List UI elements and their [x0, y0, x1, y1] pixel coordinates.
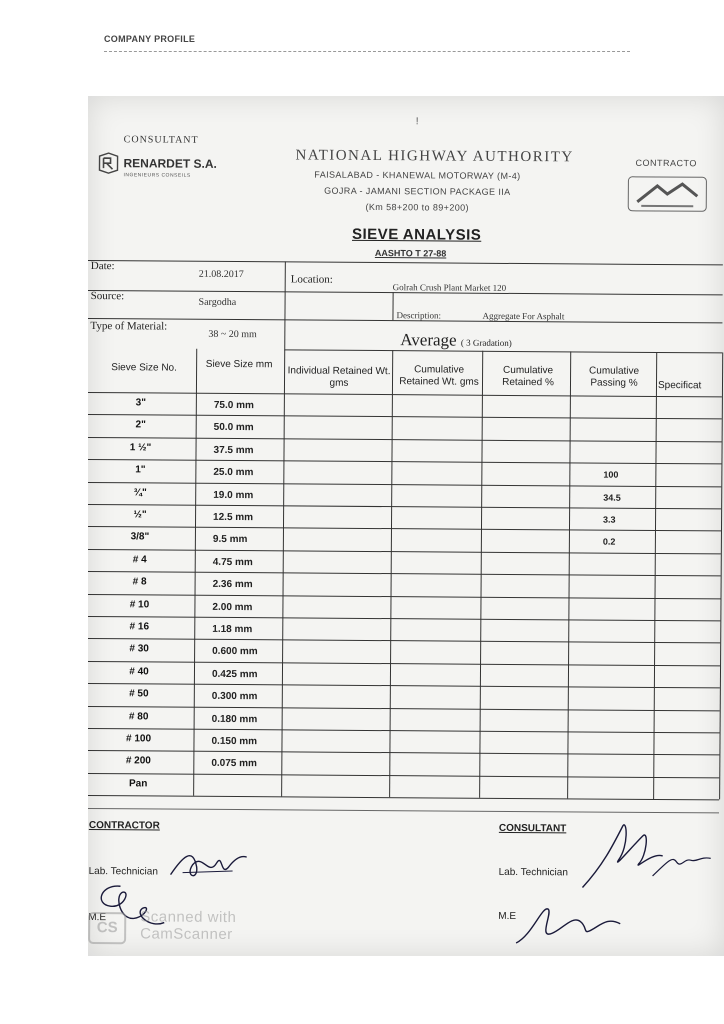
sieve-number-cell: # 8: [132, 576, 147, 588]
sieve-number-cell: ½": [133, 509, 147, 521]
table-row-rule: [88, 661, 720, 666]
camscanner-logo-icon: CS: [88, 912, 126, 944]
sieve-number-cell: # 30: [129, 643, 149, 655]
col-individual-retained: Individual Retained Wt. gms: [287, 365, 391, 389]
sieve-size-cell: 0.180 mm: [211, 713, 258, 725]
renardet-logo-icon: [97, 152, 119, 174]
contractor-me-label: M.E: [88, 912, 107, 924]
sieve-number-cell: ¾": [133, 486, 147, 499]
table-row-rule: [88, 728, 720, 733]
passing-cell: 100: [603, 469, 619, 480]
sieve-size-cell: 9.5 mm: [212, 534, 248, 546]
camscanner-watermark: [88, 906, 268, 947]
header-divider: [104, 51, 630, 52]
consultant-technician-signature: [572, 815, 719, 896]
sieve-number-cell: # 16: [129, 621, 150, 633]
project-line-3: (Km 58+200 to 89+200): [365, 201, 469, 213]
description-value: Aggregate For Asphalt: [482, 310, 565, 322]
table-row-rule: [88, 437, 722, 442]
scanned-sheet: [88, 96, 724, 956]
sieve-number-cell: Pan: [128, 778, 148, 790]
rule: [392, 292, 393, 320]
location-value: Golrah Crush Plant Market 120: [392, 282, 507, 293]
table-row-rule: [88, 750, 719, 755]
date-value: 21.08.2017: [198, 268, 244, 281]
sieve-size-cell: 2.36 mm: [212, 579, 253, 591]
col-cumulative-retained-wt: Cumulative Retained Wt. gms: [399, 364, 479, 388]
table-row-rule: [88, 414, 722, 419]
sieve-number-cell: # 10: [129, 598, 150, 611]
form-title: SIEVE ANALYSIS: [351, 225, 482, 244]
sieve-number-cell: # 80: [128, 710, 149, 723]
sieve-number-cell: # 100: [125, 733, 152, 745]
consultant-subtitle: INGENIEURS CONSEILS: [123, 172, 191, 179]
contractor-lab-technician-label: Lab. Technician: [88, 866, 158, 878]
col-sieve-size: Sieve Size mm: [205, 358, 273, 371]
table-row-rule: [88, 706, 720, 711]
sieve-number-cell: # 4: [132, 554, 147, 566]
col-cumulative-passing: Cumulative Passing %: [589, 365, 640, 389]
col-specification: Specificat: [657, 379, 702, 392]
watermark-line-2: CamScanner: [140, 925, 233, 944]
table-row-rule: [88, 683, 720, 688]
date-label: Date:: [90, 260, 115, 273]
sieve-size-cell: 4.75 mm: [212, 556, 253, 568]
sieve-number-cell: 3": [135, 397, 147, 409]
contractor-technician-signature: [162, 837, 252, 888]
average-label: [400, 330, 512, 351]
sieve-size-cell: 12.5 mm: [213, 511, 254, 524]
consultant-me-signature: [512, 895, 632, 952]
consultant-lab-technician-label: Lab. Technician: [498, 866, 568, 879]
location-label: Location:: [290, 273, 333, 286]
contractor-logo-icon: [627, 176, 707, 213]
sieve-number-cell: # 40: [129, 666, 149, 678]
rule: [88, 808, 719, 813]
sieve-size-cell: 1.18 mm: [212, 623, 253, 636]
table-grid: [88, 96, 724, 100]
col-cumulative-retained-pct: Cumulative Retained %: [502, 364, 554, 389]
table-row-rule: [88, 773, 719, 778]
sieve-size-cell: 0.425 mm: [211, 668, 258, 680]
scan-speck: !: [415, 116, 419, 128]
table-row-rule: [88, 504, 721, 509]
consultant-label: CONSULTANT: [123, 134, 199, 146]
table-row-rule: [88, 459, 721, 464]
table-row-rule: [88, 571, 721, 576]
contractor-heading: CONTRACTOR: [88, 820, 160, 832]
material-label: Type of Material:: [90, 320, 168, 333]
sieve-size-cell: 75.0 mm: [213, 399, 254, 412]
authority-title: NATIONAL HIGHWAY AUTHORITY: [295, 147, 574, 166]
sieve-size-cell: 19.0 mm: [213, 489, 254, 501]
sieve-number-cell: 2": [135, 419, 146, 431]
passing-cell: 3.3: [603, 514, 616, 525]
sieve-size-cell: 0.075 mm: [211, 758, 257, 770]
passing-cell: 0.2: [602, 536, 616, 548]
table-row-rule: [88, 795, 719, 800]
table-row-rule: [88, 392, 722, 397]
watermark-line-1: Scanned with: [140, 908, 237, 927]
consultant-company: RENARDET S.A.: [123, 156, 217, 171]
table-row-rule: [88, 482, 721, 487]
source-value: Sargodha: [198, 296, 237, 309]
watermark-text: [140, 908, 236, 943]
passing-cell: 34.5: [603, 492, 621, 503]
contractor-label: CONTRACTO: [635, 157, 697, 169]
rule: [284, 261, 286, 349]
sieve-size-cell: 37.5 mm: [213, 444, 254, 456]
sieve-size-cell: 25.0 mm: [213, 467, 254, 479]
description-label: Description:: [396, 310, 442, 321]
sieve-size-cell: 0.150 mm: [211, 735, 258, 748]
sieve-number-cell: # 200: [125, 755, 151, 767]
average-note: ( 3 Gradation): [460, 337, 512, 348]
source-label: Source:: [90, 290, 125, 303]
page-header: COMPANY PROFILE: [104, 34, 196, 44]
table-row-rule: [88, 638, 720, 643]
sieve-size-cell: 0.600 mm: [212, 646, 258, 658]
table-row-rule: [88, 549, 721, 554]
consultant-me-label: M.E: [498, 910, 517, 923]
sieve-size-cell: 0.300 mm: [211, 691, 258, 703]
project-line-2: GOJRA - JAMANI SECTION PACKAGE IIA: [324, 185, 511, 197]
sieve-size-cell: 50.0 mm: [213, 422, 254, 434]
col-sieve-no: Sieve Size No.: [111, 362, 177, 374]
table-row-rule: [88, 594, 721, 599]
project-line-1: FAISALABAD - KHANEWAL MOTORWAY (M-4): [314, 169, 521, 182]
consultant-heading: CONSULTANT: [498, 822, 567, 835]
sieve-size-cell: 2.00 mm: [212, 601, 253, 613]
sieve-number-cell: 1": [135, 464, 146, 476]
sieve-number-cell: # 50: [129, 688, 149, 700]
material-value: 38 ~ 20 mm: [208, 328, 257, 341]
rule: [88, 260, 723, 265]
table-row-rule: [88, 526, 721, 531]
table-row-rule: [88, 616, 720, 621]
test-standard: AASHTO T 27-88: [374, 248, 447, 259]
average-main: Average: [400, 330, 457, 350]
sieve-number-cell: 3/8": [130, 531, 150, 543]
sieve-number-cell: 1 ½": [129, 442, 152, 454]
